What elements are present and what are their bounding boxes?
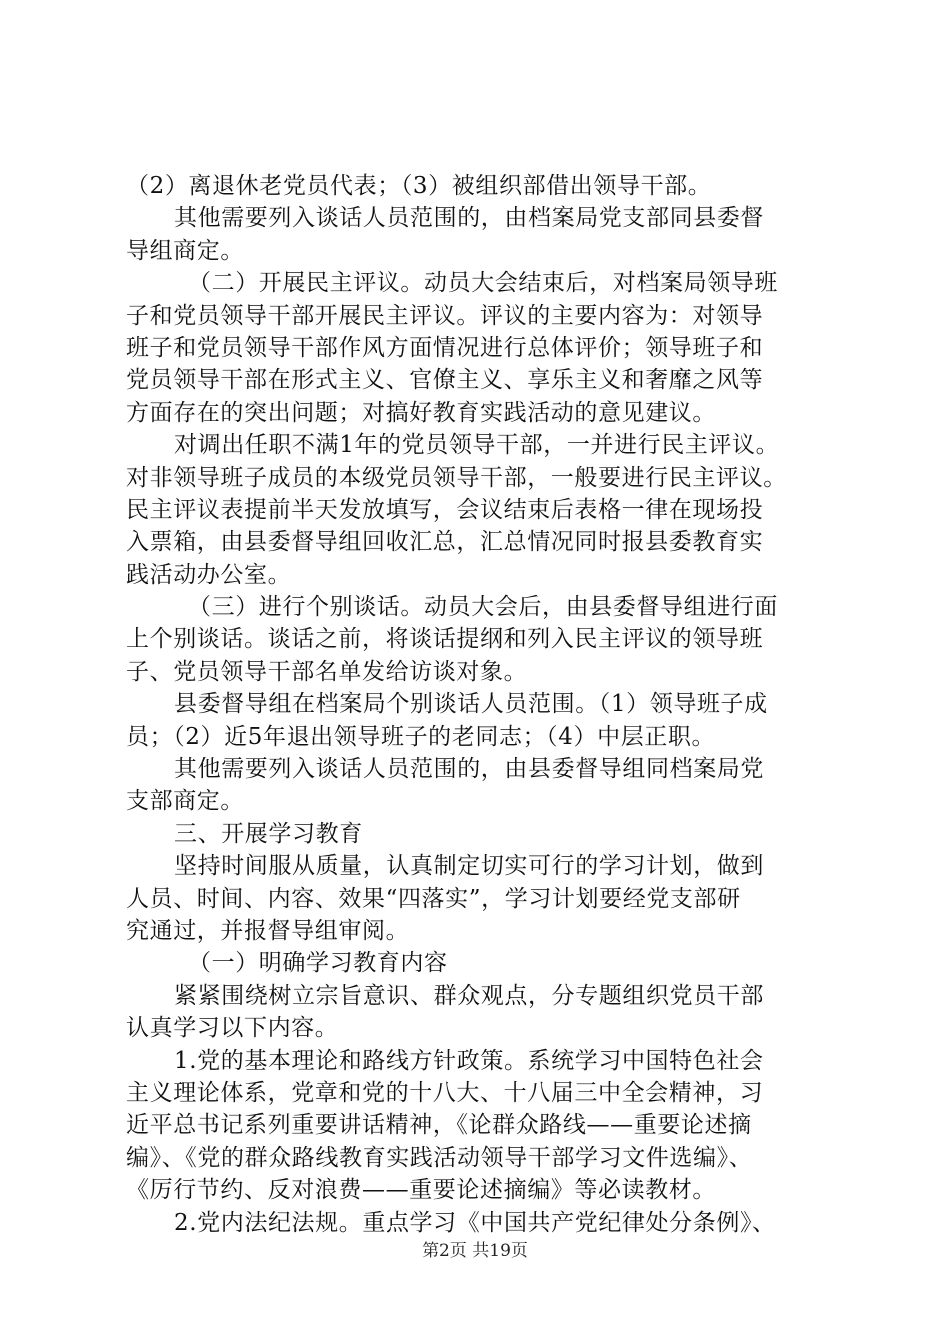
text-line: 其他需要列入谈话人员范围的，由档案局党支部同县委督: [174, 205, 764, 232]
text-line: 1.党的基本理论和路线方针政策。系统学习中国特色社会: [174, 1047, 764, 1074]
page-footer: 第2页 共19页: [422, 1241, 528, 1261]
text-line: 坚持时间服从质量，认真制定切实可行的学习计划，做到: [174, 853, 764, 880]
text-line: 人员、时间、内容、效果“四落实”，学习计划要经党支部研: [126, 885, 741, 912]
text-line: 党员领导干部在形式主义、官僚主义、享乐主义和奢靡之风等: [126, 367, 764, 394]
document-body: [126, 170, 834, 1239]
text-line: （三）进行个别谈话。动员大会后，由县委督导组进行面: [188, 594, 778, 621]
text-line: 班子和党员领导干部作风方面情况进行总体评价；领导班子和: [126, 334, 764, 361]
text-line: 认真学习以下内容。: [126, 1015, 339, 1042]
text-line: 编》、《党的群众路线教育实践活动领导干部学习文件选编》、: [126, 1144, 753, 1171]
text-line: （2）离退休老党员代表；（3）被组织部借出领导干部。: [126, 173, 712, 199]
text-line: 紧紧围绕树立宗旨意识、群众观点，分专题组织党员干部: [174, 982, 764, 1009]
text-line: 对非领导班子成员的本级党员领导干部，一般要进行民主评议。: [126, 464, 787, 491]
text-line: 支部商定。: [126, 788, 244, 815]
text-line: 对调出任职不满1年的党员领导干部，一并进行民主评议。: [174, 432, 780, 459]
text-line: 三、开展学习教育: [174, 820, 363, 847]
text-line: 2.党内法纪法规。重点学习《中国共产党纪律处分条例》、: [174, 1209, 776, 1236]
text-line: 主义理论体系，党章和党的十八大、十八届三中全会精神，习: [126, 1079, 764, 1106]
text-line: 子和党员领导干部开展民主评议。评议的主要内容为：对领导: [126, 302, 764, 329]
text-line: 上个别谈话。谈话之前，将谈话提纲和列入民主评议的领导班: [126, 626, 764, 653]
text-line: 员；（2）近5年退出领导班子的老同志；（4）中层正职。: [126, 723, 716, 750]
text-line: 其他需要列入谈话人员范围的，由县委督导组同档案局党: [174, 756, 764, 783]
text-line: 子、党员领导干部名单发给访谈对象。: [126, 658, 528, 685]
text-line: 究通过，并报督导组审阅。: [126, 917, 410, 944]
text-line: （二）开展民主评议。动员大会结束后，对档案局领导班: [188, 270, 778, 297]
text-line: 《厉行节约、反对浪费——重要论述摘编》等必读教材。: [126, 1177, 716, 1204]
text-line: 导组商定。: [126, 237, 244, 264]
text-line: 县委督导组在档案局个别谈话人员范围。（1）领导班子成: [174, 691, 768, 718]
text-line: 践活动办公室。: [126, 561, 292, 588]
text-line: 近平总书记系列重要讲话精神，《论群众路线——重要论述摘: [126, 1112, 752, 1139]
text-line: 入票箱，由县委督导组回收汇总，汇总情况同时报县委教育实: [126, 529, 764, 556]
text-line: （一）明确学习教育内容: [188, 950, 448, 977]
text-line: 方面存在的突出问题；对搞好教育实践活动的意见建议。: [126, 399, 716, 426]
text-line: 民主评议表提前半天发放填写，会议结束后表格一律在现场投: [126, 496, 764, 523]
